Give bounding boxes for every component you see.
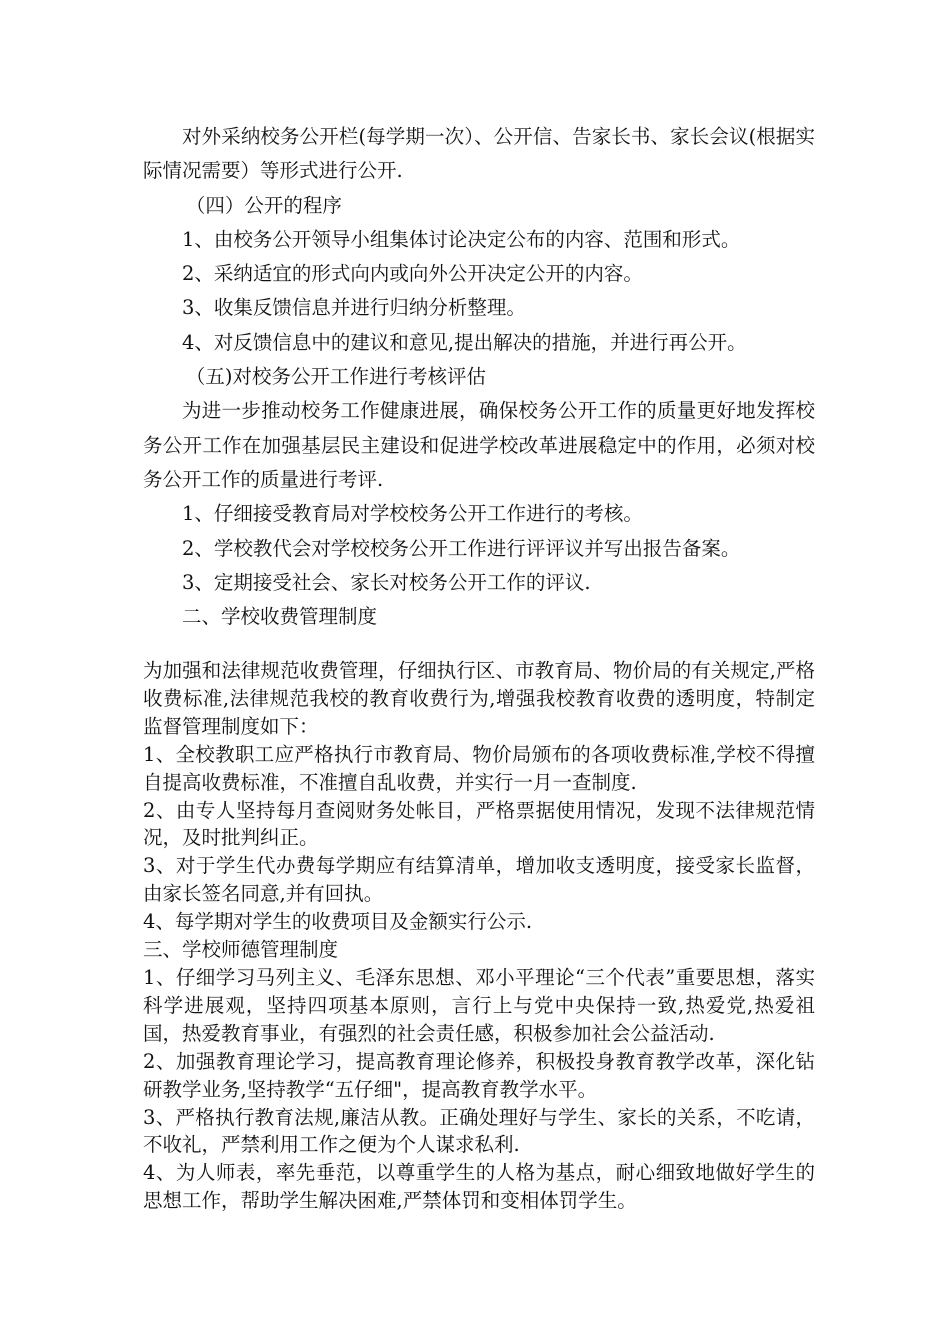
assessment-item-1: 1、仔细接受教育局对学校校务公开工作进行的考核。 — [182, 502, 643, 526]
procedure-item-1: 1、由校务公开领导小组集体讨论决定公布的内容、范围和形式。 — [182, 227, 741, 251]
paragraph-fee-intro: 为加强和法律规范收费管理，仔细执行区、市教育局、物价局的有关规定,严格收费标准,法律规范我校的教育收费行为,增强我校教育收费的透明度，特制定监督管理制度如下： — [143, 659, 815, 738]
ethics-item-3: 3、严格执行教育法规,廉洁从教。正确处理好与学生、家长的关系，不吃请，不收礼，严禁利用工作之便为个人谋求私利. — [143, 1105, 815, 1157]
heading-assessment: （五)对校务公开工作进行考核评估 — [185, 365, 486, 389]
assessment-item-3: 3、定期接受社会、家长对校务公开工作的评议. — [182, 570, 591, 594]
heading-disclosure-procedure: （四）公开的程序 — [185, 193, 342, 217]
fee-item-4: 4、每学期对学生的收费项目及金额实行公示. — [143, 910, 533, 934]
procedure-item-2: 2、采纳适宜的形式向内或向外公开决定公开的内容。 — [182, 262, 643, 286]
paragraph-assessment-intro: 为进一步推动校务工作健康进展，确保校务公开工作的质量更好地发挥校务公开工作在加强基层民主建设和促进学校改革进展稳定中的作用，必须对校务公开工作的质量进行考评. — [143, 399, 815, 491]
assessment-item-2: 2、学校教代会对学校校务公开工作进行评评议并写出报告备案。 — [182, 536, 741, 560]
paragraph-disclosure-forms: 对外采纳校务公开栏(每学期一次）、公开信、告家长书、家长会议(根据实际情况需要）等形式进行公开. — [143, 125, 815, 183]
section-fee-and-ethics — [143, 657, 815, 1215]
section-school-affairs-openness — [143, 120, 815, 634]
procedure-item-3: 3、收集反馈信息并进行归纳分析整理。 — [182, 296, 526, 320]
procedure-item-4: 4、对反馈信息中的建议和意见,提出解决的措施，并进行再公开。 — [182, 330, 747, 354]
ethics-item-1: 1、仔细学习马列主义、毛泽东思想、邓小平理论“三个代表”重要思想，落实科学进展观，坚持四项基本原则，言行上与党中央保持一致,热爱党,热爱祖国，热爱教育事业，有强烈的社会责任感，积极参加社会公益活动. — [143, 965, 815, 1045]
heading-fee-management: 二、学校收费管理制度 — [182, 605, 378, 629]
fee-item-2: 2、由专人坚持每月查阅财务处帐目，严格票据使用情况，发现不法律规范情况，及时批判纠正。 — [143, 798, 815, 850]
fee-item-1: 1、全校教职工应严格执行市教育局、物价局颁布的各项收费标准,学校不得擅自提高收费标准，不准擅自乱收费，并实行一月一查制度. — [143, 742, 815, 794]
ethics-item-4: 4、为人师表，率先垂范，以尊重学生的人格为基点，耐心细致地做好学生的思想工作，帮助学生解决困难,严禁体罚和变相体罚学生。 — [143, 1161, 815, 1213]
ethics-item-2: 2、加强教育理论学习，提高教育理论修养，积极投身教育教学改革，深化钻研教学业务,坚持教学“五仔细"，提高教育教学水平。 — [143, 1049, 815, 1101]
fee-item-3: 3、对于学生代办费每学期应有结算清单，增加收支透明度，接受家长监督，由家长签名同意,并有回执。 — [143, 854, 815, 906]
heading-teacher-ethics: 三、学校师德管理制度 — [143, 938, 339, 962]
